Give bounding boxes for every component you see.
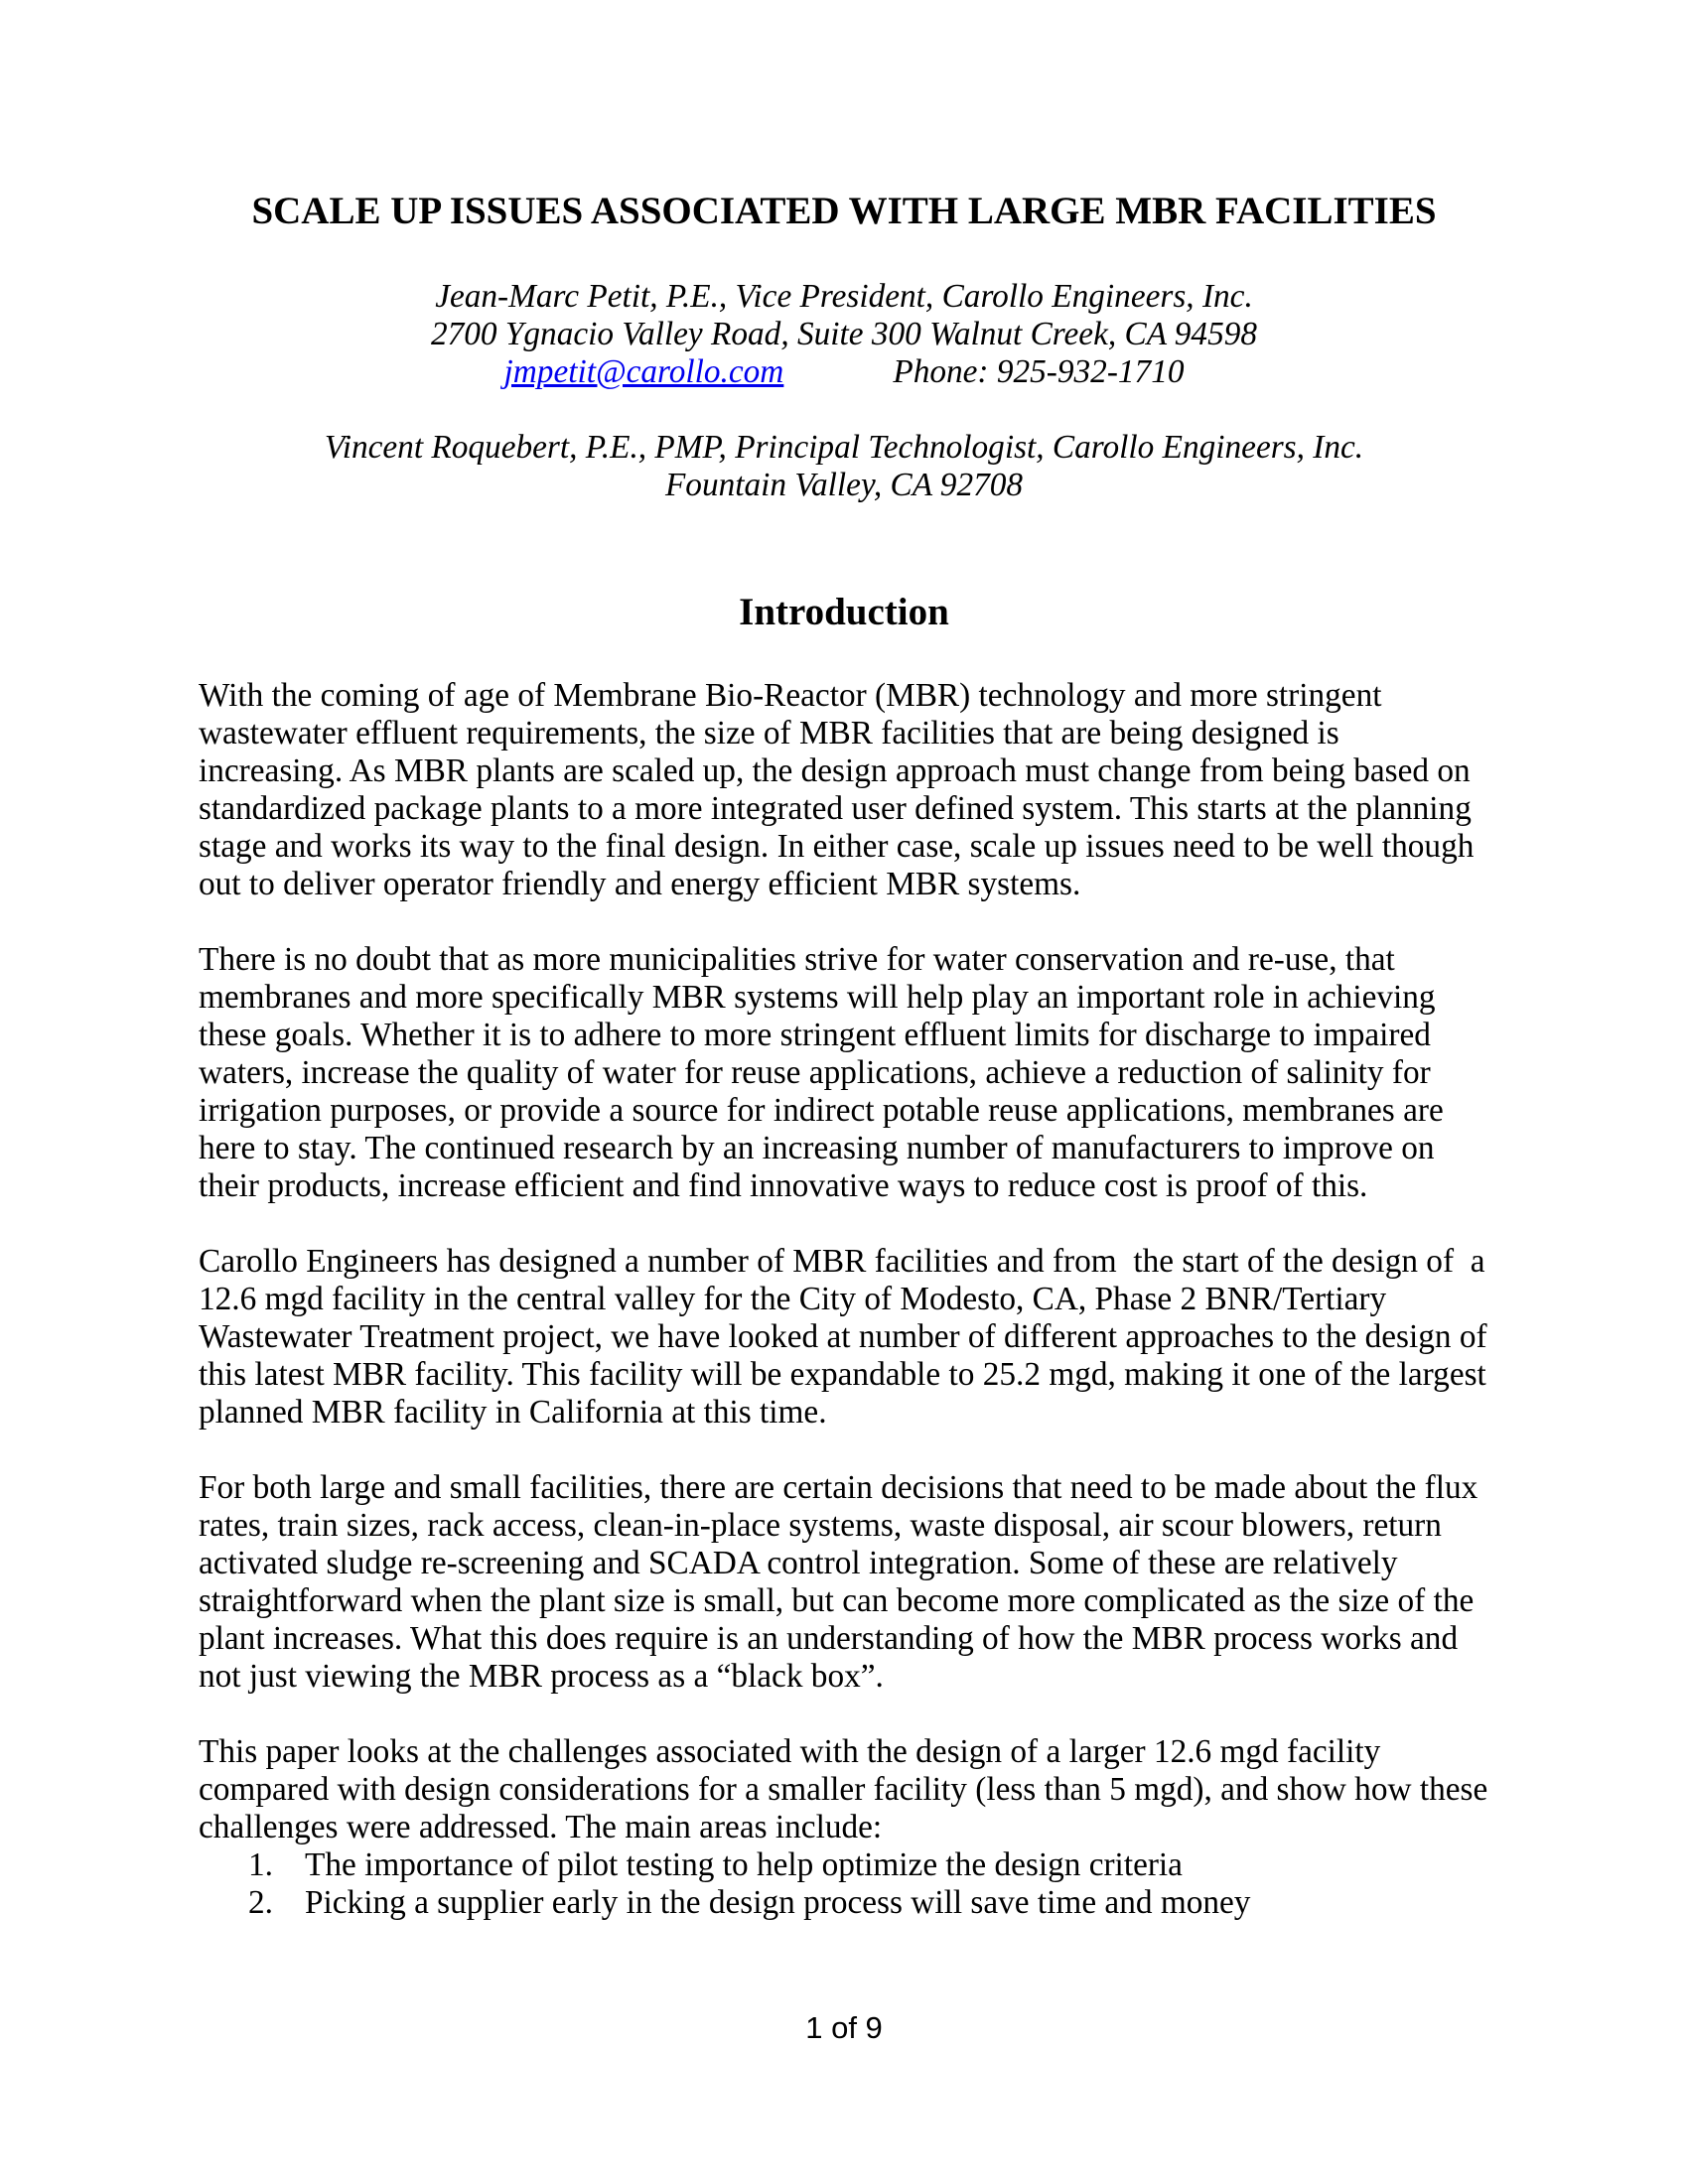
paper-title: SCALE UP ISSUES ASSOCIATED WITH LARGE MBR FACILITIES (251, 190, 1437, 232)
body-paragraph: This paper looks at the challenges associated with the design of a larger 12.6 mgd facility compared with design considerations for a smaller facility (less than 5 mgd), and show how these challenges were addressed. The main areas include: (199, 1733, 1496, 1845)
list-item (199, 1846, 1489, 1884)
list-item-number: 2. (248, 1884, 273, 1921)
list-item-number: 1. (248, 1846, 273, 1883)
list-item-text: The importance of pilot testing to help optimize the design criteria (305, 1846, 1183, 1883)
list-item (199, 1884, 1489, 1922)
author-name-line: Vincent Roquebert, P.E., PMP, Principal Technologist, Carollo Engineers, Inc. (324, 429, 1364, 466)
document-content (199, 0, 1496, 1922)
body-paragraph: With the coming of age of Membrane Bio-Reactor (MBR) technology and more stringent wastewater effluent requirements, the size of MBR facilities that are being designed is increasing. As MBR plants are scaled up, the design approach must change from being based on standardized package plants to a more integrated user defined system. This starts at the planning stage and works its way to the final design. In either case, scale up issues need to be well though out to deliver operator friendly and energy efficient MBR systems. (199, 677, 1482, 902)
numbered-list (199, 1846, 1489, 1922)
section-heading-introduction: Introduction (739, 591, 949, 633)
author-block-first (199, 278, 1489, 391)
author-name-line: Jean-Marc Petit, P.E., Vice President, Carollo Engineers, Inc. (435, 278, 1253, 315)
body-paragraph: There is no doubt that as more municipalities strive for water conservation and re-use, that membranes and more specifically MBR systems will help play an important role in achieving these goals. Whether it is to adhere to more stringent effluent limits for discharge to impaired waters, increase the quality of water for reuse applications, achieve a reduction of salinity for irrigation purposes, or provide a source for indirect potable reuse applications, membranes are here to stay. The continued research by an increasing number of manufacturers to improve on their products, increase efficient and find innovative ways to reduce cost is proof of this. (199, 941, 1453, 1204)
author-address-line: 2700 Ygnacio Valley Road, Suite 300 Walnut Creek, CA 94598 (430, 316, 1258, 352)
list-item-text: Picking a supplier early in the design process will save time and money (305, 1884, 1251, 1921)
author-email-link[interactable]: jmpetit@carollo.com (503, 353, 784, 390)
author-phone: Phone: 925-932-1710 (893, 353, 1185, 390)
author-block-second (199, 429, 1489, 504)
body-paragraph: Carollo Engineers has designed a number of MBR facilities and from the start of the design of a 12.6 mgd facility in the central valley for the City of Modesto, CA, Phase 2 BNR/Tertiary Wastewater Treatment project, we have looked at number of different approaches to the design of this latest MBR facility. This facility will be expandable to 25.2 mgd, making it one of the largest planned MBR facility in California at this time. (199, 1243, 1495, 1431)
author-contact-line (199, 353, 1489, 391)
body-paragraph: For both large and small facilities, there are certain decisions that need to be made about the flux rates, train sizes, rack access, clean-in-place systems, waste disposal, air scour blowers, return activated sludge re-screening and SCADA control integration. Some of these are relatively straightforward when the plant size is small, but can become more complicated as the size of the plant increases. What this does require is an understanding of how the MBR process works and not just viewing the MBR process as a “black box”. (199, 1469, 1486, 1695)
author-location-line: Fountain Valley, CA 92708 (664, 467, 1024, 503)
page-number-indicator: 1 of 9 (805, 2010, 883, 2045)
